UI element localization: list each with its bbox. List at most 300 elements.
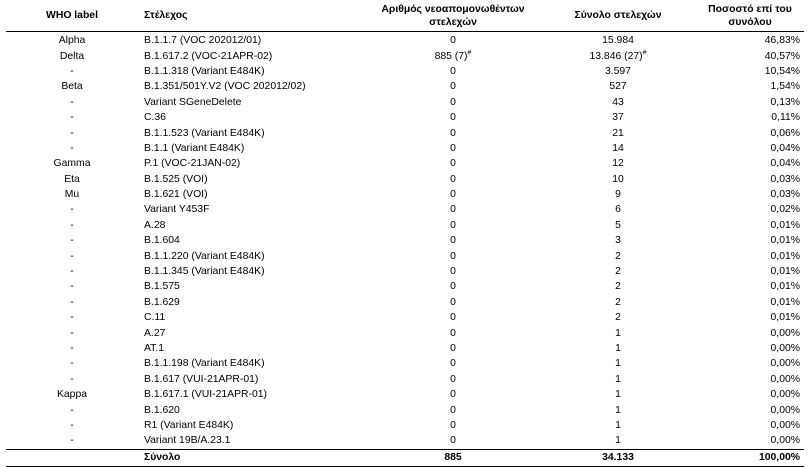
table-row [6,110,804,125]
total-cell [538,279,698,294]
who-label-cell [6,264,138,279]
who-label-cell [6,402,138,417]
percent-cell [698,295,804,310]
total-cell [538,218,698,233]
who-label-cell [6,372,138,387]
table-row [6,325,804,340]
total-cell [538,295,698,310]
isolated-cell-text: 0 [450,373,456,385]
total-cell [538,95,698,110]
percent-cell-text: 0,00% [770,404,800,416]
summary-isolated: 885 [444,452,462,464]
isolated-cell [368,248,538,263]
table-row [6,418,804,433]
isolated-cell-text: 0 [450,296,456,308]
strain-cell-text: Variant SGeneDelete [144,96,242,108]
isolated-cell [368,372,538,387]
table-row [6,295,804,310]
total-cell [538,32,698,49]
isolated-cell-text: 0 [450,127,456,139]
total-cell [538,402,698,417]
total-cell [538,372,698,387]
isolated-cell-text: 0 [450,65,456,77]
strain-cell-text: B.1.1 (Variant E484K) [144,142,245,154]
total-cell [538,387,698,402]
strain-cell-text: B.1.604 [144,235,180,247]
header-percent [698,0,804,32]
isolated-cell [368,279,538,294]
percent-cell-text: 0,00% [770,327,800,339]
footnote-marker: # [642,49,647,57]
who-label-cell [6,79,138,94]
table-row [6,402,804,417]
percent-cell-text: 0,11% [771,112,800,124]
percent-cell [698,202,804,217]
table-row [6,125,804,140]
percent-cell-text: 0,03% [770,173,800,185]
table-row [6,279,804,294]
isolated-cell [368,218,538,233]
isolated-cell-text: 0 [450,235,456,247]
who-label-cell-text: - [70,219,74,231]
table-row [6,310,804,325]
total-cell [538,156,698,171]
isolated-cell [368,341,538,356]
header-row [6,0,804,32]
total-cell-text: 1 [615,358,621,370]
total-cell-text: 37 [612,112,624,124]
strain-cell [138,218,368,233]
who-label-cell [6,310,138,325]
total-cell [538,125,698,140]
strain-cell [138,141,368,156]
who-label-cell-text: Beta [61,81,83,93]
who-label-cell [6,279,138,294]
isolated-cell-text: 0 [450,343,456,354]
strain-cell [138,325,368,340]
percent-cell-text: 0,01% [770,235,800,247]
isolated-cell [368,64,538,79]
who-label-cell [6,233,138,248]
percent-cell [698,310,804,325]
strain-cell [138,202,368,217]
strain-cell [138,79,368,94]
who-label-cell-text: - [70,435,74,447]
percent-cell [698,48,804,63]
percent-cell [698,141,804,156]
strain-cell-text: B.1.1.220 (Variant E484K) [144,250,265,262]
isolated-cell-text: 0 [450,142,456,154]
total-cell-text: 10 [612,173,624,185]
summary-label-cell [6,449,138,466]
strain-cell-text: Variant Y453F [144,204,210,216]
percent-cell [698,218,804,233]
isolated-cell-text: 0 [450,358,456,370]
total-cell-text: 15.984 [602,35,634,47]
isolated-cell [368,141,538,156]
table-row [6,433,804,449]
total-cell [538,202,698,217]
header-total: Σύνολο στελεχών [574,10,662,21]
percent-cell [698,402,804,417]
isolated-cell [368,387,538,402]
percent-cell [698,110,804,125]
strain-cell-text: B.1.629 [144,296,180,308]
isolated-cell-text: 0 [450,158,456,170]
percent-cell-text: 0,00% [770,389,800,401]
strain-cell-text: B.1.1.7 (VOC 202012/01) [144,35,262,47]
table-row [6,172,804,187]
strain-cell [138,310,368,325]
who-label-cell-text: - [70,127,74,139]
strain-cell [138,387,368,402]
who-label-cell [6,295,138,310]
strain-cell [138,372,368,387]
strain-cell [138,64,368,79]
percent-cell-text: 0,06% [770,127,800,139]
strain-cell [138,187,368,202]
percent-cell-text: 0,04% [770,158,800,170]
who-label-cell [6,248,138,263]
strain-cell [138,125,368,140]
total-cell-text: 2 [615,312,621,324]
isolated-cell [368,187,538,202]
isolated-cell [368,264,538,279]
isolated-cell-text: 0 [450,204,456,216]
strain-cell [138,433,368,449]
summary-percent: 100,00% [758,452,800,464]
strain-cell-text: B.1.617.2 (VOC-21APR-02) [144,50,273,62]
who-label-cell-text: - [70,419,74,431]
who-label-cell-text: Delta [59,50,85,62]
who-label-cell-text: - [70,327,74,339]
isolated-cell [368,233,538,248]
who-label-cell-text: - [70,235,74,247]
strain-cell-text: A.28 [144,219,166,231]
isolated-cell-text: 0 [450,96,456,108]
strain-cell-text: B.1.575 [144,281,180,293]
percent-cell [698,341,804,356]
total-cell [538,172,698,187]
percent-cell-text: 0,01% [770,296,800,308]
strain-cell [138,295,368,310]
strain-cell [138,95,368,110]
total-cell-text: 1 [615,343,621,354]
who-label-cell [6,325,138,340]
percent-cell-text: 0,01% [770,312,800,324]
isolated-cell [368,79,538,94]
who-label-cell-text: Kappa [56,389,88,401]
percent-cell [698,387,804,402]
percent-cell [698,32,804,49]
strain-cell [138,264,368,279]
percent-cell [698,125,804,140]
who-label-cell-text: - [70,142,74,154]
strain-cell [138,233,368,248]
table-row [6,248,804,263]
total-cell-text: 2 [615,296,621,308]
total-cell-text: 1 [615,435,621,447]
who-label-cell [6,418,138,433]
percent-cell-text: 0,13% [770,96,800,108]
strain-cell [138,341,368,356]
isolated-cell [368,156,538,171]
percent-cell [698,433,804,449]
total-cell-text: 527 [609,81,627,93]
table-row [6,264,804,279]
table-row [6,372,804,387]
who-label-cell-text: - [70,65,74,77]
strain-cell-text: B.1.1.318 (Variant E484K) [144,65,265,77]
table-row [6,218,804,233]
table-row [6,64,804,79]
isolated-cell-text: 0 [450,250,456,262]
strain-cell-text: C.36 [144,112,166,124]
isolated-cell-text: 0 [450,281,456,293]
header-percent-line1: Ποσοστό επί του [708,3,792,15]
strain-cell-text: P.1 (VOC-21JAN-02) [144,158,241,170]
total-cell [538,264,698,279]
strain-cell [138,402,368,417]
who-label-cell-text: - [70,250,74,262]
strain-cell [138,110,368,125]
percent-cell [698,79,804,94]
percent-cell [698,187,804,202]
percent-cell-text: 0,00% [770,419,800,431]
total-cell-text: 6 [615,204,621,216]
isolated-cell [368,125,538,140]
strain-cell-text: B.1.620 [144,404,180,416]
who-label-cell [6,433,138,449]
percent-cell [698,418,804,433]
isolated-cell [368,172,538,187]
total-cell-text: 2 [615,281,621,293]
total-cell-text: 43 [612,96,624,108]
isolated-cell-text: 0 [450,189,456,201]
percent-cell [698,95,804,110]
table-row [6,95,804,110]
isolated-cell-text: 0 [450,327,456,339]
table-body [6,32,804,450]
total-cell [538,325,698,340]
percent-cell-text: 40,57% [764,50,800,62]
percent-cell-text: 0,04% [770,142,800,154]
percent-cell [698,372,804,387]
isolated-cell-text: 0 [450,81,456,93]
header-percent-line2: συνόλου [728,16,772,28]
total-cell-text: 21 [612,127,624,139]
percent-cell [698,156,804,171]
who-label-cell-text: - [70,343,74,354]
who-label-cell [6,110,138,125]
isolated-cell [368,110,538,125]
total-cell-text: 5 [615,219,621,231]
strain-cell-text: R1 (Variant E484K) [144,419,234,431]
isolated-cell [368,433,538,449]
summary-total: 34.133 [602,452,634,464]
percent-cell-text: 10,54% [764,65,800,77]
strain-cell [138,279,368,294]
who-label-cell-text: - [70,373,74,385]
total-cell [538,418,698,433]
isolated-cell-text: 0 [450,435,456,447]
percent-cell [698,172,804,187]
percent-cell [698,325,804,340]
isolated-cell-text: 0 [450,312,456,324]
isolated-cell [368,402,538,417]
table-row [6,187,804,202]
who-label-cell [6,156,138,171]
total-cell [538,356,698,371]
who-label-cell [6,141,138,156]
who-label-cell [6,356,138,371]
percent-cell-text: 1,54% [770,81,800,93]
who-label-cell [6,125,138,140]
isolated-cell-text: 0 [450,266,456,278]
who-label-cell [6,341,138,356]
percent-cell-text: 0,00% [770,343,800,354]
header-who-label: WHO label [46,10,98,21]
total-cell [538,341,698,356]
table-row [6,32,804,49]
strain-cell-text: B.1.525 (VOI) [144,173,208,185]
who-label-cell-text: - [70,112,74,124]
who-label-cell [6,202,138,217]
total-cell [538,233,698,248]
percent-cell [698,64,804,79]
isolated-cell [368,325,538,340]
who-label-cell [6,32,138,49]
total-cell-text: 1 [615,327,621,339]
total-cell [538,79,698,94]
total-cell [538,310,698,325]
total-cell-text: 9 [615,189,621,201]
strain-cell [138,248,368,263]
header-isolated-line1: Αριθμός νεοαπομονωθέντων [381,3,525,15]
who-label-cell-text: Eta [64,173,80,185]
strain-cell [138,418,368,433]
who-label-cell-text: - [70,312,74,324]
isolated-cell [368,48,538,63]
strain-cell-text: C.11 [144,312,166,324]
who-label-cell-text: - [70,404,74,416]
strain-cell-text: Variant 19B/A.23.1 [144,435,231,447]
percent-cell-text: 0,00% [770,435,800,447]
who-label-cell-text: - [70,266,74,278]
percent-cell-text: 0,01% [770,250,800,262]
percent-cell [698,233,804,248]
total-cell-text: 1 [615,419,621,431]
who-label-cell-text: Alpha [58,35,86,47]
strain-cell [138,48,368,63]
total-cell-text: 3 [615,235,621,247]
table-row [6,356,804,371]
strain-cell-text: B.1.1.198 (Variant E484K) [144,358,265,370]
table-row [6,387,804,402]
total-cell-text: 13.846 (27) [589,50,643,62]
summary-label: Σύνολο [144,452,181,464]
isolated-cell [368,95,538,110]
isolated-cell-text: 0 [450,419,456,431]
isolated-cell-text: 0 [450,389,456,401]
who-label-cell [6,187,138,202]
isolated-cell-text: 0 [450,173,456,185]
percent-cell-text: 46,83% [764,35,800,47]
who-label-cell [6,95,138,110]
percent-cell-text: 0,01% [770,281,800,293]
who-label-cell-text: - [70,204,74,216]
isolated-cell-text: 0 [450,404,456,416]
isolated-cell [368,418,538,433]
percent-cell-text: 0,01% [770,266,800,278]
total-cell [538,110,698,125]
total-cell-text: 1 [615,389,621,401]
who-label-cell [6,172,138,187]
total-cell [538,433,698,449]
table-row [6,341,804,356]
strain-cell [138,356,368,371]
isolated-cell [368,32,538,49]
strain-cell-text: B.1.617 (VUI-21APR-01) [144,373,259,385]
who-label-cell-text: - [70,296,74,308]
strain-cell-text: B.1.617.1 (VUI-21APR-01) [144,389,268,401]
who-label-cell-text: - [70,281,74,293]
strain-cell-text: B.1.621 (VOI) [144,189,208,201]
who-label-cell-text: - [70,358,74,370]
total-cell-text: 12 [612,158,624,170]
table-row [6,141,804,156]
table-row [6,48,804,63]
summary-row [6,449,804,466]
strain-cell [138,156,368,171]
table-header [6,0,804,32]
isolated-cell-text: 0 [450,219,456,231]
total-cell [538,187,698,202]
isolated-cell [368,295,538,310]
isolated-cell-text: 885 (7) [434,50,468,62]
isolated-cell-text: 0 [450,112,456,124]
who-label-cell [6,387,138,402]
who-label-cell-text: Mu [64,189,80,201]
header-isolated [368,0,538,32]
percent-cell-text: 0,00% [770,373,800,385]
isolated-cell [368,310,538,325]
table-row [6,233,804,248]
total-cell [538,248,698,263]
percent-cell [698,248,804,263]
table-row [6,79,804,94]
total-cell-text: 14 [612,142,624,154]
percent-cell-text: 0,00% [770,358,800,370]
who-label-cell [6,218,138,233]
total-cell-text: 2 [615,266,621,278]
total-cell-text: 1 [615,404,621,416]
total-cell [538,141,698,156]
isolated-cell-text: 0 [450,35,456,47]
strain-cell-text: B.1.1.523 (Variant E484K) [144,127,265,139]
table-footer [6,449,804,466]
total-cell-text: 3.597 [604,65,631,77]
percent-cell [698,356,804,371]
who-label-cell-text: Gamma [53,158,91,170]
strain-cell [138,32,368,49]
strain-cell-text: A.27 [144,327,166,339]
footnote-marker: # [467,49,472,57]
percent-cell [698,264,804,279]
strain-cell-text: AT.1 [144,343,165,354]
isolated-cell [368,202,538,217]
percent-cell [698,279,804,294]
